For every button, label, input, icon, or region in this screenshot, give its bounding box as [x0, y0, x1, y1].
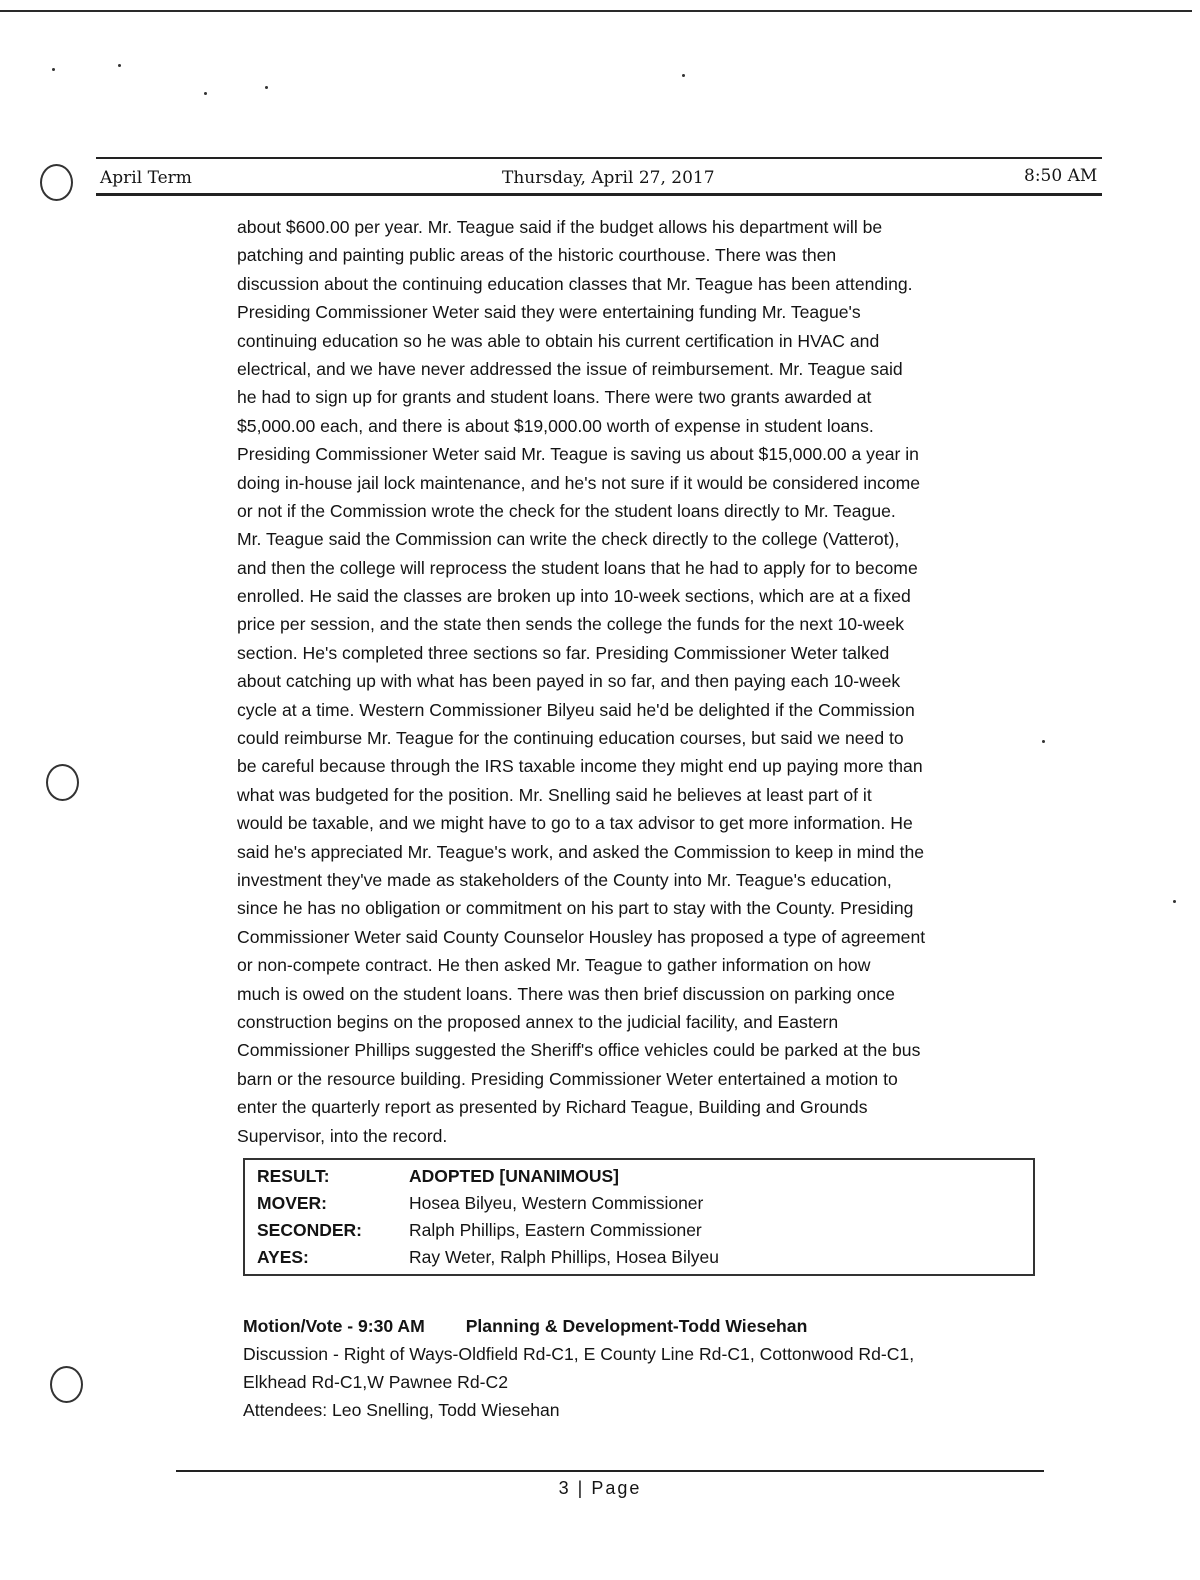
result-value: ADOPTED [UNANIMOUS]	[409, 1166, 619, 1186]
ayes-value: Ray Weter, Ralph Phillips, Hosea Bilyeu	[409, 1247, 719, 1267]
motion-title: Planning & Development-Todd Wiesehan	[465, 1316, 808, 1336]
motion-attendees: Attendees: Leo Snelling, Todd Wiesehan	[243, 1400, 560, 1420]
paragraph-line: Supervisor, into the record.	[237, 1125, 448, 1146]
scan-speck	[1173, 900, 1176, 903]
paragraph-line: construction begins on the proposed annex to the judicial facility, and Eastern	[237, 1011, 839, 1032]
paragraph-line: section. He's completed three sections so far. Presiding Commissioner Weter talked	[237, 642, 890, 663]
motion-section	[243, 1312, 914, 1424]
motion-prefix: Motion/Vote - 9:30 AM	[243, 1316, 425, 1336]
paragraph-line: barn or the resource building. Presiding Commissioner Weter entertained a motion to	[237, 1068, 898, 1089]
mover-value: Hosea Bilyeu, Western Commissioner	[409, 1193, 704, 1213]
seconder-value: Ralph Phillips, Eastern Commissioner	[409, 1220, 702, 1240]
paragraph-line: continuing education so he was able to obtain his current certification in HVAC and	[237, 330, 880, 351]
motion-heading	[243, 1312, 914, 1340]
paragraph-line: $5,000.00 each, and there is about $19,000.00 worth of expense in student loans.	[237, 415, 874, 436]
paragraph-line: be careful because through the IRS taxable income they might end up paying more than	[237, 756, 923, 777]
scan-speck	[682, 74, 685, 77]
paragraph-line: Commissioner Phillips suggested the Sheriff's office vehicles could be parked at the bus	[237, 1040, 921, 1061]
punch-hole-bottom	[50, 1366, 83, 1403]
footer-rule	[176, 1470, 1044, 1472]
header-rule-bottom	[96, 193, 1102, 196]
seconder-label: SECONDER:	[257, 1220, 363, 1240]
scan-speck	[52, 68, 55, 71]
paragraph-line: Commissioner Weter said County Counselor Housley has proposed a type of agreement	[237, 926, 926, 947]
paragraph-line: patching and painting public areas of the historic courthouse. There was then	[237, 245, 837, 266]
minutes-paragraph	[237, 213, 1037, 1150]
paragraph-line: price per session, and the state then sends the college the funds for the next 10-week	[237, 614, 905, 635]
header-term: April Term	[100, 168, 192, 188]
scan-speck	[1042, 740, 1045, 743]
paragraph-line: electrical, and we have never addressed the issue of reimbursement. Mr. Teague said	[237, 358, 903, 379]
header-rule-top	[96, 157, 1102, 159]
punch-hole-middle	[46, 764, 79, 801]
punch-hole-top	[40, 164, 73, 201]
scan-speck	[204, 92, 207, 95]
paragraph-line: said he's appreciated Mr. Teague's work, and asked the Commission to keep in mind the	[237, 841, 925, 862]
paragraph-line: or non-compete contract. He then asked Mr. Teague to gather information on how	[237, 955, 871, 976]
paragraph-line: would be taxable, and we might have to go to a tax advisor to get more information. He	[237, 813, 913, 834]
header-time: 8:50 AM	[1024, 166, 1098, 186]
paragraph-line: investment they've made as stakeholders of the County into Mr. Teague's education,	[237, 869, 892, 890]
paragraph-line: and then the college will reprocess the student loans that he had to apply for to become	[237, 557, 918, 578]
vote-result-box	[243, 1158, 1035, 1276]
paragraph-line: what was budgeted for the position. Mr. Snelling said he believes at least part of it	[237, 784, 872, 805]
motion-discussion-line: Discussion - Right of Ways-Oldfield Rd-C1, E County Line Rd-C1, Cottonwood Rd-C1,	[243, 1344, 915, 1364]
paragraph-line: much is owed on the student loans. There was then brief discussion on parking once	[237, 983, 895, 1004]
paragraph-line: enter the quarterly report as presented by Richard Teague, Building and Grounds	[237, 1097, 868, 1118]
ayes-label: AYES:	[257, 1247, 309, 1267]
paragraph-line: about $600.00 per year. Mr. Teague said if the budget allows his department will be	[237, 217, 883, 237]
header-date: Thursday, April 27, 2017	[502, 168, 715, 188]
paragraph-line: doing in-house jail lock maintenance, and he's not sure if it would be considered income	[237, 472, 921, 493]
page-number: 3 | Page	[558, 1478, 642, 1498]
paragraph-line: he had to sign up for grants and student loans. There were two grants awarded at	[237, 387, 872, 408]
paragraph-line: discussion about the continuing education classes that Mr. Teague has been attending.	[237, 273, 913, 294]
paragraph-line: Presiding Commissioner Weter said they were entertaining funding Mr. Teague's	[237, 302, 861, 323]
mover-label: MOVER:	[257, 1193, 327, 1213]
result-label: RESULT:	[257, 1166, 330, 1186]
paragraph-line: could reimburse Mr. Teague for the continuing education courses, but said we need to	[237, 728, 904, 749]
paragraph-line: about catching up with what has been payed in so far, and then paying each 10-week	[237, 671, 901, 692]
scan-speck	[265, 86, 268, 89]
scan-top-edge-line	[0, 10, 1192, 12]
paragraph-line: or not if the Commission wrote the check for the student loans directly to Mr. Teague.	[237, 500, 896, 521]
paragraph-line: Presiding Commissioner Weter said Mr. Teague is saving us about $15,000.00 a year in	[237, 444, 919, 465]
paragraph-line: cycle at a time. Western Commissioner Bilyeu said he'd be delighted if the Commission	[237, 699, 915, 720]
paragraph-line: since he has no obligation or commitment on his part to stay with the County. Presiding	[237, 898, 914, 919]
paragraph-line: enrolled. He said the classes are broken up into 10-week sections, which are at a fixed	[237, 586, 911, 607]
paragraph-line: Mr. Teague said the Commission can write the check directly to the college (Vatterot),	[237, 529, 900, 550]
motion-discussion-line: Elkhead Rd-C1,W Pawnee Rd-C2	[243, 1372, 508, 1392]
scan-speck	[118, 64, 121, 67]
